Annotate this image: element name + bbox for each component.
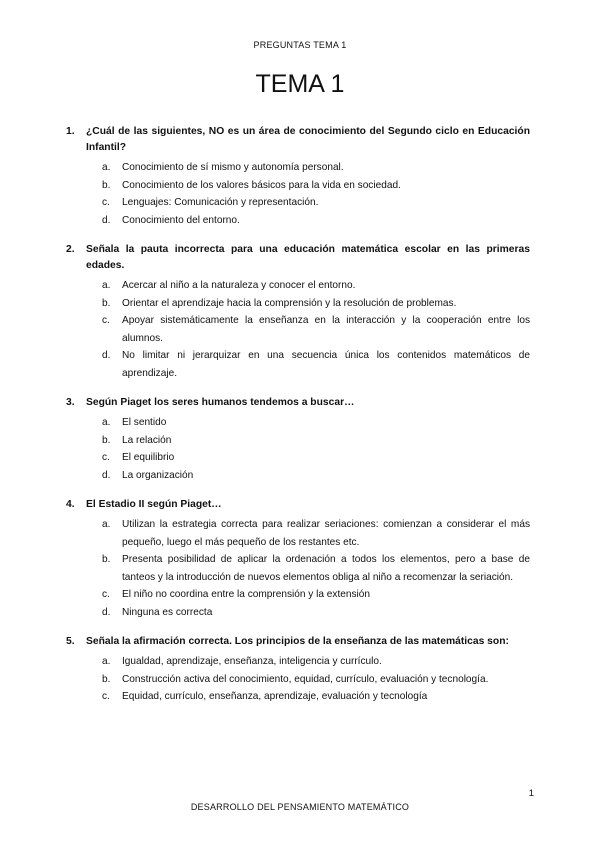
option-text: Equidad, currículo, enseñanza, aprendizaje, evaluación y tecnología: [122, 691, 428, 702]
option-text: Conocimiento de los valores básicos para la vida en sociedad.: [122, 179, 401, 191]
option-letter: c.: [102, 691, 110, 702]
option-item: [102, 586, 530, 604]
option-letter: a.: [102, 417, 111, 428]
option-text: Construcción activa del conocimiento, equidad, currículo, evaluación y tecnología.: [122, 673, 489, 685]
option-item: [102, 653, 530, 671]
option-text: Igualdad, aprendizaje, enseñanza, inteligencia y currículo.: [122, 656, 382, 667]
option-letter: a.: [102, 519, 111, 530]
option-list: [66, 653, 530, 706]
option-letter: c.: [102, 315, 110, 326]
question-text: ¿Cuál de las siguientes, NO es un área de conocimiento del Segundo ciclo en Educación Infantil?: [86, 126, 530, 153]
option-item: [102, 295, 530, 313]
option-text: Conocimiento de sí mismo y autonomía personal.: [122, 162, 344, 173]
page-footer: DESARROLLO DEL PENSAMIENTO MATEMÁTICO: [190, 802, 410, 812]
question-text: El Estadio II según Piaget…: [86, 499, 222, 510]
question-item: [66, 242, 530, 382]
page-title: TEMA 1: [255, 70, 345, 98]
option-list: [66, 277, 530, 382]
option-item: [102, 671, 530, 689]
question-number: 2.: [66, 244, 75, 255]
question-item: [66, 634, 530, 706]
option-text: Ninguna es correcta: [122, 606, 213, 618]
option-item: [102, 432, 530, 450]
option-item: [102, 177, 530, 195]
option-item: [102, 312, 530, 347]
option-text: Orientar el aprendizaje hacia la comprensión y la resolución de problemas.: [122, 297, 457, 309]
option-text: La organización: [122, 469, 194, 481]
option-letter: a.: [102, 280, 111, 291]
option-letter: d.: [102, 606, 111, 618]
option-letter: b.: [102, 434, 111, 446]
question-text: Señala la afirmación correcta. Los principios de la enseñanza de las matemáticas son:: [86, 636, 509, 647]
option-list: [66, 414, 530, 484]
question-number: 3.: [66, 397, 75, 408]
question-list: [66, 124, 530, 719]
question-text: Señala la pauta incorrecta para una educación matemática escolar en las primeras edades.: [86, 244, 530, 271]
option-list: [66, 516, 530, 621]
option-letter: c.: [102, 197, 110, 208]
question-item: [66, 395, 530, 484]
option-item: [102, 688, 530, 706]
option-text: El sentido: [122, 417, 167, 428]
option-letter: d.: [102, 469, 111, 481]
option-item: [102, 449, 530, 467]
page-number: 1: [528, 788, 534, 799]
option-letter: b.: [102, 179, 111, 191]
option-text: La relación: [122, 434, 172, 446]
question-number: 4.: [66, 499, 75, 510]
option-letter: b.: [102, 297, 111, 309]
option-letter: d.: [102, 350, 111, 361]
option-item: [102, 212, 530, 230]
option-text: Lenguajes: Comunicación y representación.: [122, 197, 319, 208]
option-text: No limitar ni jerarquizar en una secuencia única los contenidos matemáticos de aprendizaje.: [122, 350, 530, 379]
option-item: [102, 414, 530, 432]
option-letter: a.: [102, 656, 111, 667]
option-text: El niño no coordina entre la comprensión y la extensión: [122, 589, 371, 600]
option-item: [102, 347, 530, 382]
question-number: 1.: [66, 126, 75, 137]
option-item: [102, 516, 530, 551]
option-text: El equilibrio: [122, 452, 175, 463]
option-item: [102, 551, 530, 586]
option-letter: c.: [102, 452, 110, 463]
option-letter: b.: [102, 673, 111, 685]
option-text: Conocimiento del entorno.: [122, 214, 240, 226]
option-letter: d.: [102, 214, 111, 226]
question-text: Según Piaget los seres humanos tendemos a buscar…: [86, 397, 355, 408]
option-text: Acercar al niño a la naturaleza y conocer el entorno.: [122, 280, 356, 291]
option-letter: b.: [102, 554, 111, 565]
option-item: [102, 467, 530, 485]
option-letter: a.: [102, 162, 111, 173]
option-list: [66, 159, 530, 229]
option-item: [102, 277, 530, 295]
option-letter: c.: [102, 589, 110, 600]
question-item: [66, 124, 530, 229]
option-text: Presenta posibilidad de aplicar la ordenación a todos los elementos, pero a base de tanteos y la introducción de nuevos elementos obliga al niño a recomenzar la seriación.: [122, 554, 530, 583]
option-item: [102, 159, 530, 177]
option-item: [102, 604, 530, 622]
option-item: [102, 194, 530, 212]
question-number: 5.: [66, 636, 75, 647]
question-item: [66, 497, 530, 621]
option-text: Utilizan la estrategia correcta para realizar seriaciones: comienzan a considerar el más pequeño, luego el más pequeño de los restantes etc.: [122, 519, 530, 548]
page-header: PREGUNTAS TEMA 1: [253, 40, 347, 50]
option-text: Apoyar sistemáticamente la enseñanza en la interacción y la cooperación entre los alumnos.: [122, 315, 530, 344]
